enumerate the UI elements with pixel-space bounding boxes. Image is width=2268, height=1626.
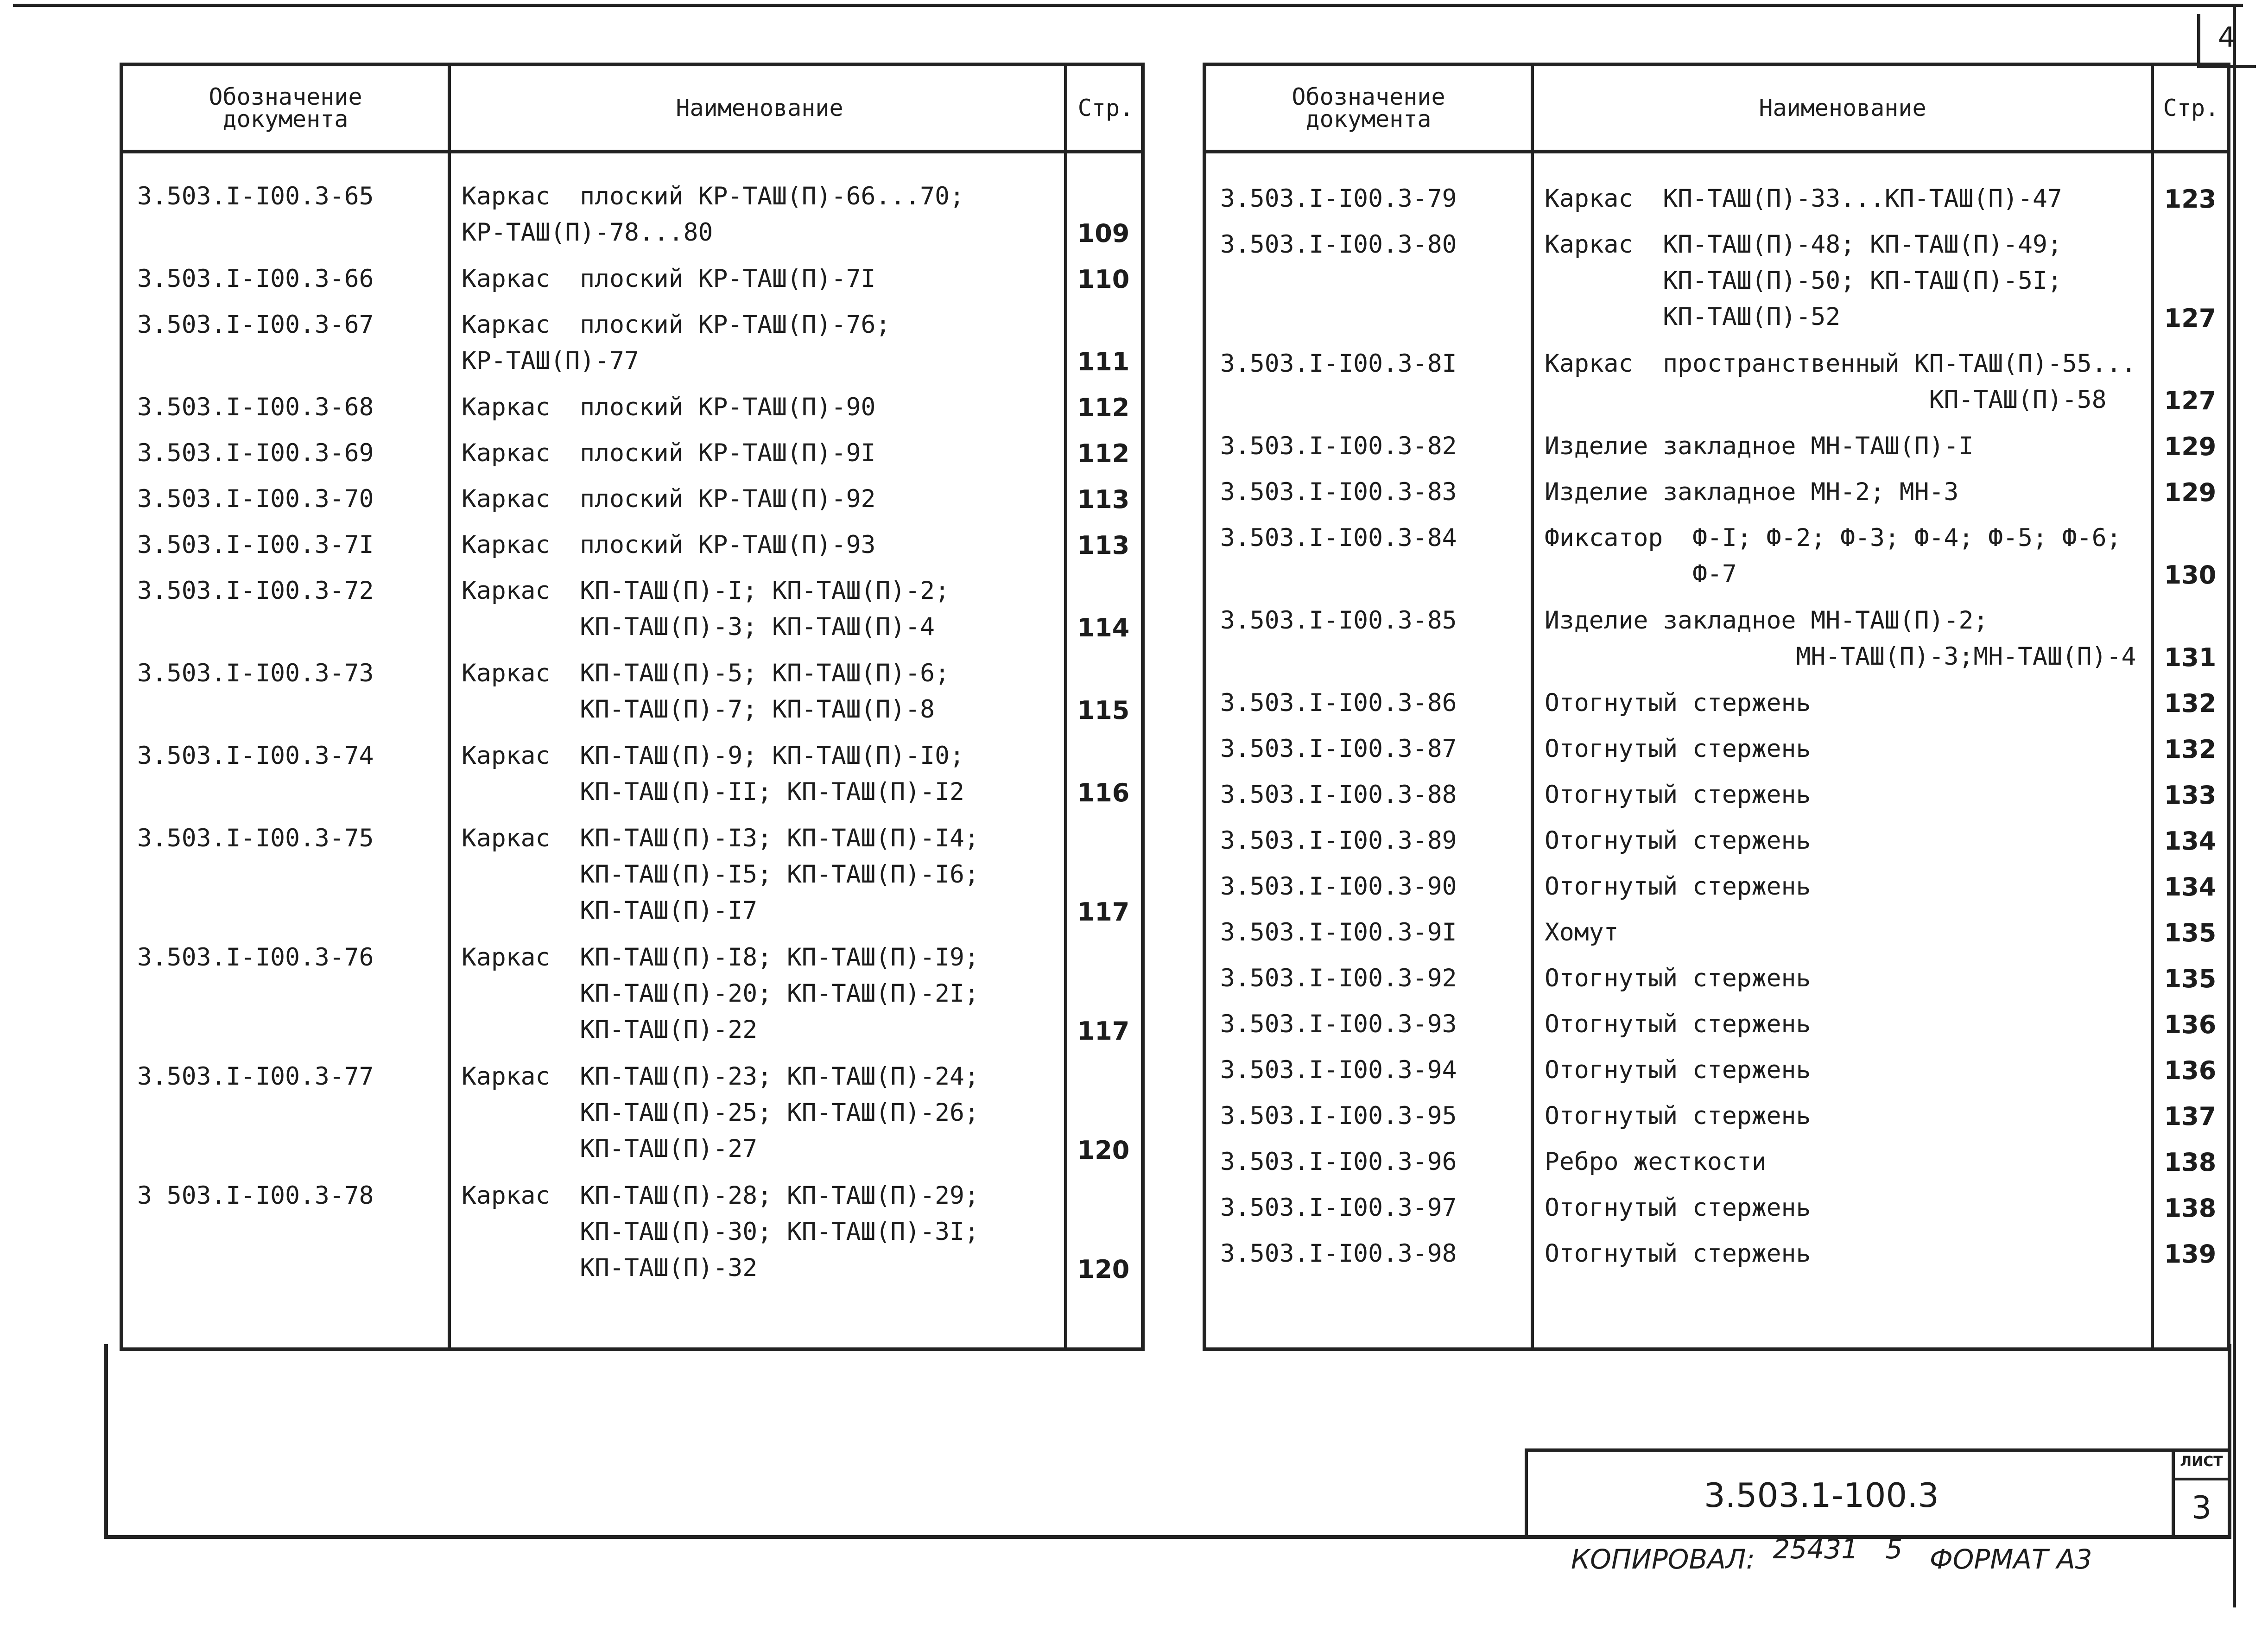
left-table (120, 63, 1145, 1351)
header-code (123, 66, 448, 150)
document-code: 3.503.I-I00.3-74 (137, 742, 374, 770)
document-name: Каркас КП-ТАШ(П)-28; КП-ТАШ(П)-29; КП-ТАШ(П)-30; КП-ТАШ(П)-3I; КП-ТАШ(П)-32 (462, 1181, 979, 1282)
document-code: 3.503.I-I00.3-76 (137, 943, 374, 972)
document-code: 3.503.I-I00.3-73 (137, 659, 374, 687)
document-name: Отогнутый стержень (1545, 689, 1811, 717)
page-number: 113 (1077, 485, 1130, 514)
copy-number: 25431 (1773, 1533, 1859, 1565)
document-code: 3.503.I-I00.3-97 (1220, 1194, 1457, 1222)
document-name: Отогнутый стержень (1545, 1056, 1811, 1084)
page-number: 113 (1077, 531, 1130, 560)
header-divider (123, 150, 1141, 153)
header-page-right (2156, 66, 2226, 150)
page-number: 129 (2164, 432, 2217, 461)
header-name-label: Наименование (676, 95, 843, 121)
document-name: Каркас плоский КР-ТАШ(П)-93 (462, 531, 876, 559)
table-row (1206, 184, 2227, 221)
page-number: 133 (2164, 781, 2217, 810)
document-name: Каркас КП-ТАШ(П)-33...КП-ТАШ(П)-47 (1545, 184, 2062, 213)
document-code: 3.503.I-I00.3-84 (1220, 524, 1457, 552)
document-name: Каркас плоский КР-ТАШ(П)-92 (462, 485, 876, 513)
document-name: Изделие закладное МН-ТАШ(П)-I (1545, 432, 1974, 460)
document-code: 3.503.I-I00.3-90 (1220, 872, 1457, 901)
document-code: 3.503.I-I00.3-87 (1220, 735, 1457, 763)
header-divider-right (1206, 150, 2227, 153)
page-number: 114 (1077, 613, 1130, 642)
document-name: Каркас КП-ТАШ(П)-23; КП-ТАШ(П)-24; КП-ТАШ(П)-25; КП-ТАШ(П)-26; КП-ТАШ(П)-27 (462, 1062, 979, 1163)
table-row (1206, 478, 2227, 514)
page-number: 131 (2164, 643, 2217, 672)
page-number: 138 (2164, 1194, 2217, 1223)
document-code: 3.503.I-I00.3-67 (137, 311, 374, 339)
document-name: Отогнутый стержень (1545, 735, 1811, 763)
table-row (1206, 1148, 2227, 1184)
header-page-label: Стр. (1077, 95, 1134, 121)
document-code: 3.503.I-I00.3-75 (137, 824, 374, 852)
document-name: Каркас КП-ТАШ(П)-I8; КП-ТАШ(П)-I9; КП-ТАШ(П)-20; КП-ТАШ(П)-2I; КП-ТАШ(П)-22 (462, 943, 979, 1044)
page-number: 116 (1077, 778, 1130, 807)
table-row (1206, 1010, 2227, 1047)
table-row (123, 182, 1141, 255)
document-name: Каркас плоский КР-ТАШ(П)-7I (462, 265, 876, 293)
table-row (1206, 1102, 2227, 1138)
document-code: 3.503.I-I00.3-65 (137, 182, 374, 210)
table-row (1206, 230, 2227, 340)
header-name (451, 66, 1068, 150)
designation: 3.503.1-100.3 (1704, 1476, 1939, 1515)
table-row (123, 485, 1141, 521)
page-number: 137 (2164, 1102, 2217, 1131)
document-code: 3 503.I-I00.3-78 (137, 1181, 374, 1210)
page-number: 138 (2164, 1148, 2217, 1177)
page-number: 115 (1077, 696, 1130, 725)
page-number: 132 (2164, 735, 2217, 764)
document-name: Изделие закладное МН-ТАШ(П)-2; МН-ТАШ(П)-3;МН-ТАШ(П)-4 (1545, 606, 2136, 671)
corner-sheet-number: 4 (2218, 21, 2236, 54)
table-row (123, 265, 1141, 301)
document-name: Каркас пространственный КП-ТАШ(П)-55... КП-ТАШ(П)-58 (1545, 349, 2136, 414)
document-name: Каркас плоский КР-ТАШ(П)-66...70; КР-ТАШ(П)-78...80 (462, 182, 964, 247)
page-number: 132 (2164, 689, 2217, 718)
page-number: 135 (2164, 964, 2217, 993)
table-row (1206, 1056, 2227, 1092)
document-name: Хомут (1545, 918, 1619, 946)
copy-suffix: 5 (1885, 1533, 1903, 1565)
table-row (123, 943, 1141, 1053)
document-name: Отогнутый стержень (1545, 1102, 1811, 1130)
sheet-number: 3 (2191, 1490, 2212, 1526)
document-name: Отогнутый стержень (1545, 1194, 1811, 1222)
document-name: Отогнутый стержень (1545, 1239, 1811, 1268)
document-code: 3.503.I-I00.3-86 (1220, 689, 1457, 717)
table-row (1206, 1194, 2227, 1230)
document-name: Каркас КП-ТАШ(П)-I3; КП-ТАШ(П)-I4; КП-ТАШ(П)-I5; КП-ТАШ(П)-I6; КП-ТАШ(П)-I7 (462, 824, 979, 925)
corner-sheet-box (2197, 14, 2256, 68)
table-row (1206, 964, 2227, 1001)
document-code: 3.503.I-I00.3-8I (1220, 349, 1457, 378)
sheet-cell (2172, 1452, 2228, 1539)
table-row (1206, 781, 2227, 817)
table-row (1206, 735, 2227, 771)
table-row (1206, 1239, 2227, 1276)
document-code: 3.503.I-I00.3-9I (1220, 918, 1457, 946)
page-number: 110 (1077, 265, 1130, 294)
table-row (123, 577, 1141, 650)
page-number: 120 (1077, 1136, 1130, 1165)
table-row (1206, 432, 2227, 469)
document-name: Отогнутый стержень (1545, 781, 1811, 809)
page-number: 134 (2164, 872, 2217, 902)
document-code: 3.503.I-I00.3-93 (1220, 1010, 1457, 1038)
header-code-right (1206, 66, 1531, 150)
copied-label: КОПИРОВАЛ: (1571, 1543, 1755, 1575)
document-name: Отогнутый стержень (1545, 964, 1811, 992)
header-page (1069, 66, 1143, 150)
copy-note (1571, 1533, 2092, 1575)
table-row (123, 742, 1141, 815)
format-label: ФОРМАТ А3 (1929, 1543, 2092, 1575)
document-name: Каркас плоский КР-ТАШ(П)-76; КР-ТАШ(П)-77 (462, 311, 891, 375)
document-code: 3.503.I-I00.3-77 (137, 1062, 374, 1091)
header-code-label: Обозначение документа (209, 83, 362, 133)
page-number: 117 (1077, 897, 1130, 927)
document-name: Отогнутый стержень (1545, 826, 1811, 855)
page-number: 134 (2164, 826, 2217, 856)
table-row (123, 393, 1141, 430)
document-code: 3.503.I-I00.3-89 (1220, 826, 1457, 855)
document-code: 3.503.I-I00.3-70 (137, 485, 374, 513)
page-number: 129 (2164, 478, 2217, 507)
document-name: Каркас КП-ТАШ(П)-5; КП-ТАШ(П)-6; КП-ТАШ(П)-7; КП-ТАШ(П)-8 (462, 659, 950, 724)
document-code: 3.503.I-I00.3-68 (137, 393, 374, 421)
page-number: 139 (2164, 1239, 2217, 1269)
document-name: Каркас КП-ТАШ(П)-I; КП-ТАШ(П)-2; КП-ТАШ(П)-3; КП-ТАШ(П)-4 (462, 577, 950, 641)
table-row (1206, 826, 2227, 863)
right-table (1203, 63, 2230, 1351)
document-code: 3.503.I-I00.3-95 (1220, 1102, 1457, 1130)
document-code: 3.503.I-I00.3-96 (1220, 1148, 1457, 1176)
table-row (1206, 349, 2227, 423)
document-code: 3.503.I-I00.3-72 (137, 577, 374, 605)
document-code: 3.503.I-I00.3-79 (1220, 184, 1457, 213)
frame-right-edge (2233, 4, 2236, 1607)
page-number: 127 (2164, 304, 2217, 333)
document-code: 3.503.I-I00.3-7I (137, 531, 374, 559)
page-number: 130 (2164, 560, 2217, 590)
document-code: 3.503.I-I00.3-92 (1220, 964, 1457, 992)
page-number: 127 (2164, 386, 2217, 415)
table-row (1206, 689, 2227, 725)
title-block (1525, 1448, 2231, 1539)
page-number: 112 (1077, 393, 1130, 422)
page-number: 117 (1077, 1016, 1130, 1046)
document-name: Каркас КП-ТАШ(П)-48; КП-ТАШ(П)-49; КП-ТАШ(П)-50; КП-ТАШ(П)-5I; КП-ТАШ(П)-52 (1545, 230, 2062, 331)
header-code-right-label: Обозначение документа (1292, 83, 1445, 133)
page-number: 111 (1077, 347, 1130, 376)
document-code: 3.503.I-I00.3-80 (1220, 230, 1457, 259)
document-name: Каркас плоский КР-ТАШ(П)-90 (462, 393, 876, 421)
document-code: 3.503.I-I00.3-69 (137, 439, 374, 467)
header-name-right-label: Наименование (1759, 95, 1926, 121)
page-number: 112 (1077, 439, 1130, 468)
table-row (1206, 606, 2227, 680)
document-name: Каркас КП-ТАШ(П)-9; КП-ТАШ(П)-I0; КП-ТАШ(П)-II; КП-ТАШ(П)-I2 (462, 742, 964, 806)
page-number: 136 (2164, 1056, 2217, 1085)
document-code: 3.503.I-I00.3-66 (137, 265, 374, 293)
header-page-right-label: Стр. (2163, 95, 2219, 121)
document-name: Изделие закладное МН-2; МН-3 (1545, 478, 1959, 506)
document-code: 3.503.I-I00.3-85 (1220, 606, 1457, 635)
table-row (1206, 872, 2227, 909)
table-row (123, 1181, 1141, 1291)
document-code: 3.503.I-I00.3-98 (1220, 1239, 1457, 1268)
document-code: 3.503.I-I00.3-83 (1220, 478, 1457, 506)
table-row (123, 439, 1141, 476)
table-row (123, 659, 1141, 732)
sheet-label: ЛИСТ (2175, 1454, 2228, 1480)
document-code: 3.503.I-I00.3-82 (1220, 432, 1457, 460)
table-row (1206, 524, 2227, 597)
page-number: 109 (1077, 219, 1130, 248)
document-name: Ребро жесткости (1545, 1148, 1767, 1176)
document-name: Отогнутый стержень (1545, 872, 1811, 901)
table-row (123, 824, 1141, 934)
header-name-right (1534, 66, 2151, 150)
document-name: Отогнутый стержень (1545, 1010, 1811, 1038)
table-row (1206, 918, 2227, 955)
document-code: 3.503.I-I00.3-88 (1220, 781, 1457, 809)
document-name: Фиксатор Ф-I; Ф-2; Ф-3; Ф-4; Ф-5; Ф-6; Ф-7 (1545, 524, 2122, 588)
page-number: 120 (1077, 1255, 1130, 1284)
table-row (123, 531, 1141, 567)
document-code: 3.503.I-I00.3-94 (1220, 1056, 1457, 1084)
page-number: 123 (2164, 184, 2217, 214)
table-row (123, 311, 1141, 384)
document-name: Каркас плоский КР-ТАШ(П)-9I (462, 439, 876, 467)
page-number: 135 (2164, 918, 2217, 947)
page-number: 136 (2164, 1010, 2217, 1039)
table-row (123, 1062, 1141, 1172)
